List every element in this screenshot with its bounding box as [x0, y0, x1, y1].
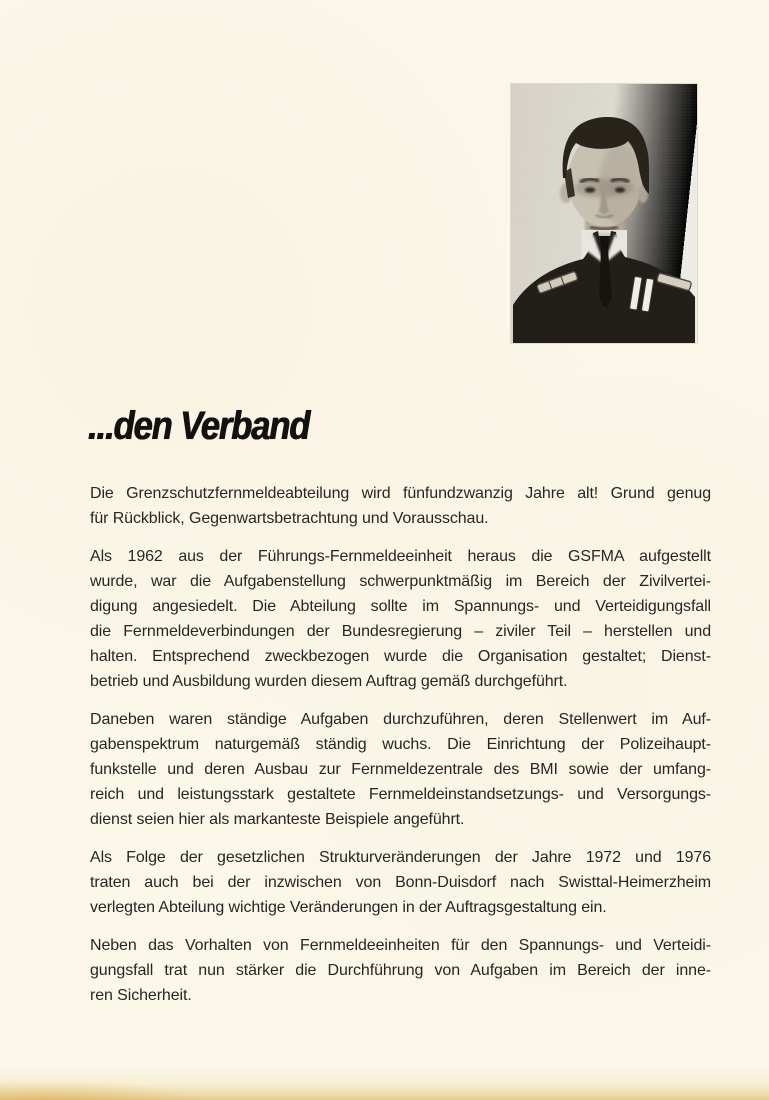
text-line: verlegten Abteilung wichtige Veränderungen in der Auftragsgestaltung ein. — [90, 899, 607, 916]
text-line: Als Folge der gesetzlichen Strukturveränderungen der Jahre 1972 und 1976 — [90, 849, 711, 866]
section-heading: ...den Verband — [88, 404, 310, 448]
portrait-illustration — [511, 84, 697, 343]
paragraph-founding-1962 — [90, 544, 711, 694]
paragraph-standing-tasks — [90, 707, 711, 832]
text-line: gungsfall trat nun stärker die Durchführung von Aufgaben im Bereich der inne- — [90, 962, 711, 979]
text-line: Als 1962 aus der Führungs-Fernmeldeeinheit heraus die GSFMA aufgestellt — [90, 548, 711, 565]
paragraph-intro — [90, 481, 711, 531]
text-line: reich und leistungsstark gestaltete Fernmeldeinstandsetzungs- und Versorgungs- — [90, 786, 711, 803]
text-line: halten. Entsprechend zweckbezogen wurde die Organisation gestaltet; Dienst- — [90, 648, 711, 665]
text-line: Neben das Vorhalten von Fernmeldeeinheiten für den Spannungs- und Verteidi- — [90, 937, 711, 954]
paragraph-structural-changes — [90, 845, 711, 920]
text-line: ren Sicherheit. — [90, 987, 192, 1004]
body-text — [90, 481, 711, 1021]
text-line: die Fernmeldeverbindungen der Bundesregierung – ziviler Teil – herstellen und — [90, 623, 711, 640]
text-line: Daneben waren ständige Aufgaben durchzuführen, deren Stellenwert im Auf- — [90, 711, 711, 728]
text-line: funkstelle und deren Ausbau zur Fernmeldezentrale des BMI sowie der umfang- — [90, 761, 711, 778]
scan-edge-tint — [0, 1066, 769, 1100]
text-line: für Rückblick, Gegenwartsbetrachtung und Vorausschau. — [90, 510, 489, 527]
text-line: wurde, war die Aufgabenstellung schwerpunktmäßig im Bereich der Zivilvertei- — [90, 573, 711, 590]
officer-portrait-photo — [511, 84, 697, 343]
text-line: traten auch bei der inzwischen von Bonn-Duisdorf nach Swisttal-Heimerzheim — [90, 874, 711, 891]
text-line: betrieb und Ausbildung wurden diesem Auftrag gemäß durchgeführt. — [90, 673, 568, 690]
text-line: dienst seien hier als markanteste Beispiele angeführt. — [90, 811, 465, 828]
text-line: gabenspektrum naturgemäß ständig wuchs. Die Einrichtung der Polizeihaupt- — [90, 736, 711, 753]
paragraph-inner-security — [90, 933, 711, 1008]
text-line: Die Grenzschutzfernmeldeabteilung wird fünfundzwanzig Jahre alt! Grund genug — [90, 485, 711, 502]
text-line: digung angesiedelt. Die Abteilung sollte im Spannungs- und Verteidigungsfall — [90, 598, 711, 615]
